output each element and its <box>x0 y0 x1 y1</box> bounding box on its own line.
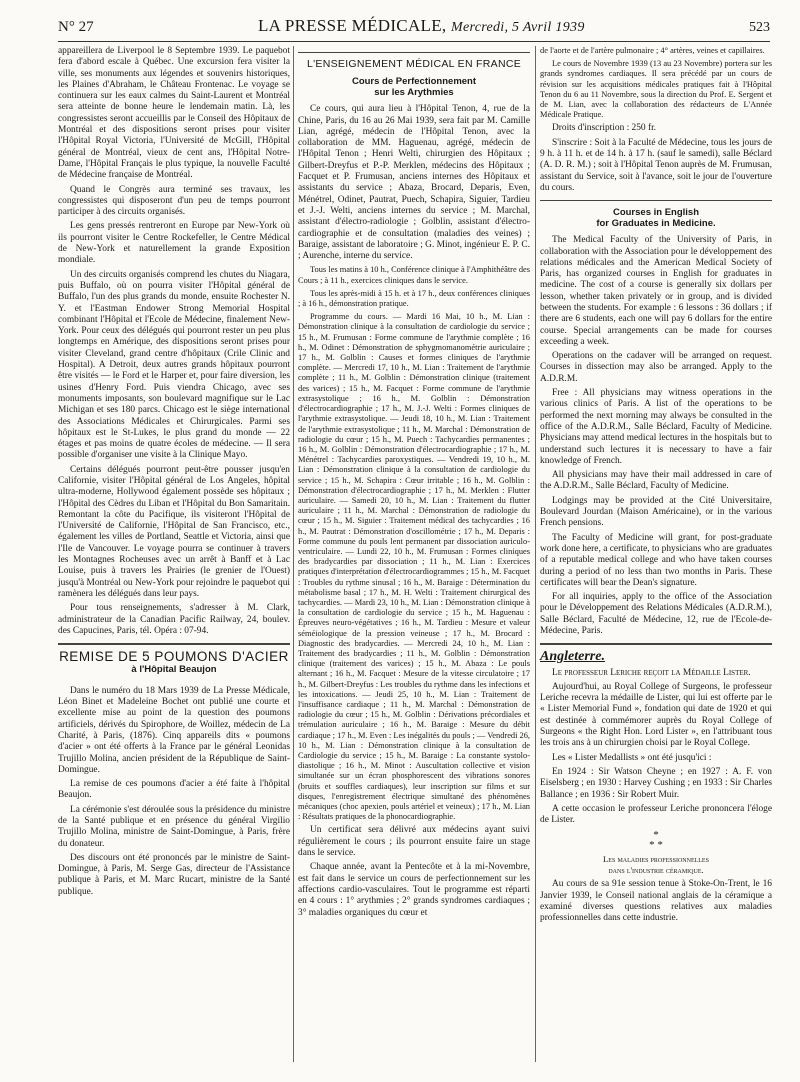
article-paragraph: Aujourd'hui, au Royal College of Surgeons, le professeur Leriche recevra la médaille de Lister, qui lui est offerte par le « Lister Memorial Fund », fondation qui date de 1920 et qui est destinée à commémorer auprès du Royal College of Surgeons « the Right Hon. Lord Lister », en l'attribuant tous les trois ans à un chirurgien choisi par le Royal College. <box>540 681 772 749</box>
article-paragraph: Chaque année, avant la Pentecôte et à la mi-Novembre, est fait dans le service un cours de perfectionnement sur les affections cardio-vasculaires. Tout le programme est réparti en 4 cours : 1° arythmies ; 2° grands syndromes cardiaques ; 3° maladies organiques du cœur et <box>298 862 530 918</box>
course-programme: Programme du cours. — Mardi 16 Mai, 10 h., M. Lian : Démonstration clinique à la consultation de cardiologie du service ; 15 h., M. Frumusan : Forme commune de l'arythmie complète ; 16 h., M. Odinet : Démonstration de sphygmomanométrie auriculaire ; 17 h., M. Golblin : Causes et formes cliniques de l'arythmie complète. — Mercredi 17, 10 h., M. Lian : Traitement de l'arythmie complète ; 11 h., M. Golblin : Démonstration clinique (traitement des varices) ; 15 h., M. Facquet : Forme commune de l'arythmie extrasystolique ; 16 h., M. Golblin : Démonstration d'électrocardiographie ; 17 h., M. J.-J. Welti : Formes cliniques de l'arythmie extrasystolique. — Jeudi 18, 10 h., M. Lian : Traitement de l'arythmie extrasystolique ; 11 h., M. Marchal : Démonstration de radiologie du cœur ; 15 h., M. Puech : Tachycardies permanentes ; 16 h., M. Golblin : Démonstration d'électrocardiographie ; 17 h., M. Ménétrel : Tachycardies paroxystiques. — Vendredi 19, 10 h., M. Lian : Démonstration clinique à la consultation de cardiologie du service ; 15 h., M. Schapira : Cœur irritable ; 16 h., M. Golblin : Démonstration d'électrocardiographie ; 17 h., M. Merklen : Flutter auriculaire. — Samedi 20, 10 h., M. Lian : Traitement du flutter auriculaire ; 11 h., M. Marchal : Démonstration de radiologie du cœur ; 15 h., M. Siguier : Traitement médical des tachycardies ; 16 h., M. Pautrat : Démonstration d'oscillométrie ; 17 h., M. Deparis : Forme commune du pouls lent permanent par dissociation auriculo-ventriculaire. — Lundi 22, 10 h., M. Frumusan : Formes cliniques des bradycardies par dissociation ; 11 h., M. Lian : Exercices pratiques d'interprétation d'électrocardiogrammes ; 15 h., M. Facquet : Troubles du rythme sinusal ; 16 h., M. Baraige : Détermination du métabolisme basal ; 17 h., M. H. Welti : Traitement chirurgical des tachycardies. — Mardi 23, 10 h., M. Lian : Démonstration clinique à la consultation de cardiologie du service ; 15 h., M. Haguenau : Épreuves neuro-végétatives ; 16 h., M. Tardieu : Mesure et valeur séméiologique de la pression veineuse ; 17 h., M. Brocard : Diagnostic des bradycardies. — Mercredi 24, 10 h., M. Lian : Traitement des bradycardies ; 11 h., M. Golblin : Démonstration clinique (traitement des varices) ; 15 h., M. Abaza : Le pouls alternant ; 16 h., M. Facquet : Mesure de la vitesse circulatoire ; 17 h., M. Gilbert-Dreyfus : Les troubles du rythme dans les infections et les intoxications. — Jeudi 25, 10 h., M. Lian : Traitement de l'insuffisance cardiaque ; 11 h., M. Marchal : Démonstration de radiologie du cœur ; 15 h., M. Golblin : Dérivations précordiales et trémulation auriculaire ; 16 h., M. Baraige : Mesure du débit cardiaque ; 17 h., M. Even : Les inégalités du pouls ; — Vendredi 26, 10 h., M. Lian : Démonstration clinique à la consultation de Cardiologie du service ; 15 h., M. Baraige : La constante systolo-diastolique ; 16 h., M. Minot : Auscultation collective et vision simultanée sur un écran phosphorescent des vibrations sonores (bruits et souffles cardiaques), leur inscription sur films et sur disques, l'enregistrement électrique simultané des phénomènes mécaniques (choc apexien, pouls artériel et veineux) ; 17 h., M. Lian : Résultats pratiques de la phonocardiographie. <box>298 312 530 822</box>
column-2 <box>298 46 530 922</box>
article-paragraph: Tous les après-midi à 15 h. et à 17 h., deux conférences cliniques ; à 16 h., démonstration pratique. <box>298 288 530 309</box>
section-stars: * * * <box>649 829 663 852</box>
journal-name: LA PRESSE MÉDICALE, <box>257 16 447 35</box>
issue-date: Mercredi, 5 Avril 1939 <box>451 20 585 35</box>
article-paragraph: Un des circuits organisés comprend les chutes du Niagara, puis Buffalo, où on pourra visiter l'Hôpital général de Buffalo, l'un des plus grands du monde, ensuite Rochester N. Y. et l'Eastman Endower Strong Memorial Hospital combinant l'Hôpital et l'Ecole de Médecine, finalement New-York. Pour ceux des délégués qui pourront rester un peu plus longtemps en Amérique, des dispositions seront prises pour visiter Cleveland, grand centre d'hôpitaux (Crile Clinic and Hospital). A Detroit, deux autres grands hôpitaux pourront être visités — le Ford et le Harper et, pour faire diversion, les usines d'Henry Ford. Puis viendra Chicago, avec ses monuments imposants, son boulevard magnifique sur le Lac Michigan et ses 180 parcs. Chicago est le siège international des Associations Médicales et Chirurgicales. Parmi ses hôpitaux est le St-Lukes, le plus grand du monde — 22 étages et pas moins de quatre écoles de médecine. — Il sera possible d'organiser une visite à la Clinique Mayo. <box>58 269 290 461</box>
article-paragraph: de l'aorte et de l'artère pulmonaire ; 4° artères, veines et capillaires. <box>540 46 765 55</box>
page-number: 523 <box>749 20 770 35</box>
section-divider <box>540 643 772 645</box>
article-paragraph: Le cours de Novembre 1939 (13 au 23 Novembre) portera sur les grands syndromes cardiaques. Il sera précédé par un cours de révision sur les acquisitions médicales pratiques fait à l'Hôpital Tenon du 6 au 11 Novembre, sous la direction du Prof. E. Sergent et de M. Lian, avec la collaboration des rédacteurs de L'Année Médicale Pratique. <box>540 59 772 120</box>
article-paragraph: Tous les matins à 10 h., Conférence clinique à l'Amphithéâtre des Cours ; à 11 h., exercices cliniques dans le service. <box>298 265 530 285</box>
article-paragraph: All physicians may have their mail addressed in care of the A.D.R.M., Salle Béclard, Faculty of Medicine. <box>540 470 772 492</box>
article-paragraph: Operations on the cadaver will be arranged on request. Courses in dissection may also be arranged. Apply to the A.D.R.M. <box>540 351 772 384</box>
section-divider <box>58 643 290 645</box>
article-paragraph: The Medical Faculty of the University of Paris, in collaboration with the Association pour le développement des relations médicales and the American Medical Society of Paris, has organized courses in English for graduates in medicine. The cost of a course is generally six dollars per lesson, whether taken privately or in group, and is divided between the students. For example : 6 lessons : 36 dollars ; if there are 6 students, each one will pay 6 dollars for the entire course. Special arrangements can be made for courses exceeding a week. <box>540 235 772 347</box>
article-paragraph: A cette occasion le professeur Leriche prononcera l'éloge de Lister. <box>540 803 772 826</box>
journal-title <box>258 16 585 36</box>
article-paragraph: Lodgings may be provided at the Cité Universitaire, Boulevard Jourdan (Maison Américaine), or in the various French pensions. <box>540 495 772 529</box>
masthead-rule <box>58 41 770 42</box>
article-paragraph: The Faculty of Medicine will grant, for post-graduate work done here, a certificate, to physicians who are graduates of a reputable medical college and who have taken courses during a period of no less than two months in Paris. These certificates will bear the Dean's signature. <box>540 532 772 588</box>
column-1 <box>58 46 290 901</box>
article-paragraph: Ce cours, qui aura lieu à l'Hôpital Tenon, 4, rue de la Chine, Paris, du 16 au 26 Mai 1939, sera fait par M. Camille Lian, agrégé, médecin de l'Hôpital Tenon, avec la collaboration de MM. Haguenau, agrégé, médecin de l'Hôpital Tenon ; Henri Welti, chirurgien des Hôpitaux ; Gilbert-Dreyfus et P.-P. Merklen, médecins des Hôpitaux ; Facquet et P. Frumusan, anciens internes des Hôpitaux et assistants du service ; Abaza, Brocard, Deparis, Even, Ménétrel, Odinet, Pautrat, Puech, Schapira, Siguier, Tardieu et J.-J. Welti, anciens internes du service ; M. Marchal, assistant d'électro-radiologie ; Golblin, assistant d'électro-cardiographie et de consultation (maladies des veines) ; Baraige, assistant de laboratoire ; G. Minot, ingénieur E. P. C. ; Aurenche, interne du service. <box>298 104 530 262</box>
column-divider-2 <box>535 46 536 1062</box>
column-3 <box>540 46 772 928</box>
article-paragraph: Certains délégués pourront peut-être pousser jusqu'en Californie, visiter l'Hôpital général de Los Angeles, hôpital ultra-moderne, Hollywood également possède ses hôpitaux ; l'Hôpital des Cèdres du Liban et l'Hôpital du Bon Samaritain. Remontant la côte du Pacifique, ils visiteront l'Hôpital de l'Université de Californie, l'Hôpital de San Francisco, etc., également les villes de Portland, Seattle et Victoria, ainsi que l'Ile de Vancouver. Le voyage pourra se continuer à travers les Montagnes Rocheuses avec un arrêt à Banff et à Lac Louise, puis à travers les Prairies (le grenier de l'Ouest) jusqu'à Montréal ou New-York pour rejoindre le paquebot qui ramènera les délégués dans leur pays. <box>58 464 290 599</box>
maladies-title <box>540 854 772 875</box>
course-title-line-2: sur les Arythmies <box>374 87 454 99</box>
issue-number: N° 27 <box>58 19 94 35</box>
article-paragraph: La remise de ces poumons d'acier a été faite à l'hôpital Beaujon. <box>58 779 290 801</box>
course-title <box>298 76 530 98</box>
courses-title-line-1: Courses in English <box>612 207 700 219</box>
courses-title-line-2: for Graduates in Medicine. <box>596 218 716 230</box>
article-paragraph: Quand le Congrès aura terminé ses travaux, les congressistes qui disposeront d'un peu de temps pourront participer à des circuits organisés. <box>58 184 290 218</box>
article-paragraph: For all inquiries, apply to the office of the Association pour le Développement des Relations Médicales (A.D.R.M.), Salle Béclard, Faculté de Médecine, 12, rue de l'Ecole-de-Médecine, Paris. <box>540 592 772 636</box>
article-paragraph: Droits d'inscription : 250 fr. <box>552 123 657 134</box>
article-paragraph: Pour tous renseignements, s'adresser à M. Clark, administrateur de la Canadian Pacific Railway, 24, boulev. des Capucines, Paris, tél. Opéra : 07-94. <box>58 603 290 636</box>
remise-subtitle: à l'Hôpital Beaujon <box>131 664 217 676</box>
article-paragraph: appareillera de Liverpool le 8 Septembre 1939. Le paquebot fera d'abord escale à Québec. Une excursion fera visiter la ville, ses monuments aux légendes et souvenirs historiques, les Plaines d'Abraham, le Château Frontenac. Le voyage se continuera sur les eaux calmes du Saint-Laurent et Montréal sera atteinte de bonne heure le lendemain matin. Là, les congressistes seront accueillis par le Conseil des Hôpitaux de Montréal et des dispositions seront prises pour visiter l'Hôpital Royal Victoria, l'Université de McGill, l'Hôpital général de Montréal, vieux de cent ans, l'Hôpital Notre-Dame, l'Hôpital Français le plus typique, la nouvelle Faculté de Médecine française de Montréal. <box>58 46 290 181</box>
article-paragraph: Les « Lister Medallists » ont été jusqu'ici : <box>552 752 712 763</box>
masthead <box>58 16 770 40</box>
article-paragraph: La cérémonie s'est déroulée sous la présidence du ministre de la Santé publique et en présence du général Virgilio Trujillo Molina, ministre de Saint-Domingue, à Paris, frère du donateur. <box>58 804 290 849</box>
article-paragraph: Les gens pressés rentreront en Europe par New-York où ils pourront visiter le Centre Rockefeller, le Centre Médical de New-York et naturellement la grande Exposition mondiale. <box>58 221 290 266</box>
leriche-heading: Le professeur Leriche reçoit la Médaille Lister. <box>552 667 751 678</box>
column-divider-1 <box>293 46 294 1062</box>
england-title: Angleterre. <box>540 649 605 665</box>
article-paragraph: Au cours de sa 91e session tenue à Stoke-On-Trent, le 16 Janvier 1939, le Conseil national anglais de la céramique a examiné diverses questions relatives aux maladies professionnelles dans cette industrie. <box>540 879 772 924</box>
article-paragraph: En 1924 : Sir Watson Cheyne ; en 1927 : A. F. von Eiselsberg ; en 1930 : Harvey Cushing ; en 1933 : Sir Charles Ballance ; en 1936 : Sir Robert Muir. <box>540 766 772 800</box>
maladies-title-line-1: Les maladies professionnelles <box>603 854 709 865</box>
article-paragraph: S'inscrire : Soit à la Faculté de Médecine, tous les jours de 9 h. à 11 h. et de 14 h. à 17 h. (sauf le samedi), salle Béclard (A. D. R. M.) ; soit à l'Hôpital Tenon auprès de M. Frumusan, assistant du Service, soit à l'avance, soit le jour de l'ouverture du cours. <box>540 137 772 193</box>
maladies-title-line-2: dans l'industrie céramique. <box>608 864 704 875</box>
course-title-line-1: Cours de Perfectionnement <box>351 76 477 88</box>
article-paragraph: Free : All physicians may witness operations in the various clinics of Paris. A list of the operations to be performed the next morning may always be consulted in the office of the A.D.R.M., Salle Béclard, Faculty of Medicine. Physicians may attend medical lectures in the hospitals but to understand such lectures it is necessary to have a fair knowledge of French. <box>540 388 772 466</box>
courses-english-title <box>540 207 772 229</box>
section-top-rule <box>298 52 530 53</box>
remise-title: REMISE DE 5 POUMONS D'ACIER <box>59 649 289 665</box>
article-paragraph: Dans le numéro du 18 Mars 1939 de La Presse Médicale, Léon Binet et Madeleine Bochet ont publié une courte et excellente mise au point de la question des poumons artificiels, dérivés du Spirophore, de Woillez, médecin de La Charité, à Paris, (1876). Cinq appareils dits « poumons d'acier » ont été offerts à la France par le général Leonidas Trujillo Molina, ancien président de la République de Saint-Domingue. <box>58 685 290 775</box>
section-divider <box>540 200 772 201</box>
article-paragraph: Un certificat sera délivré aux médecins ayant suivi régulièrement le cours ; ils pourront ensuite faire un stage dans le service. <box>298 825 530 859</box>
section-title: L'ENSEIGNEMENT MÉDICAL EN FRANCE <box>306 58 522 70</box>
article-paragraph: Des discours ont été prononcés par le ministre de Saint-Domingue, à Paris, M. Serge Gas, directeur de l'Assistance publique à Paris, et M. Marc Rucart, ministre de la Santé publique. <box>58 852 290 897</box>
